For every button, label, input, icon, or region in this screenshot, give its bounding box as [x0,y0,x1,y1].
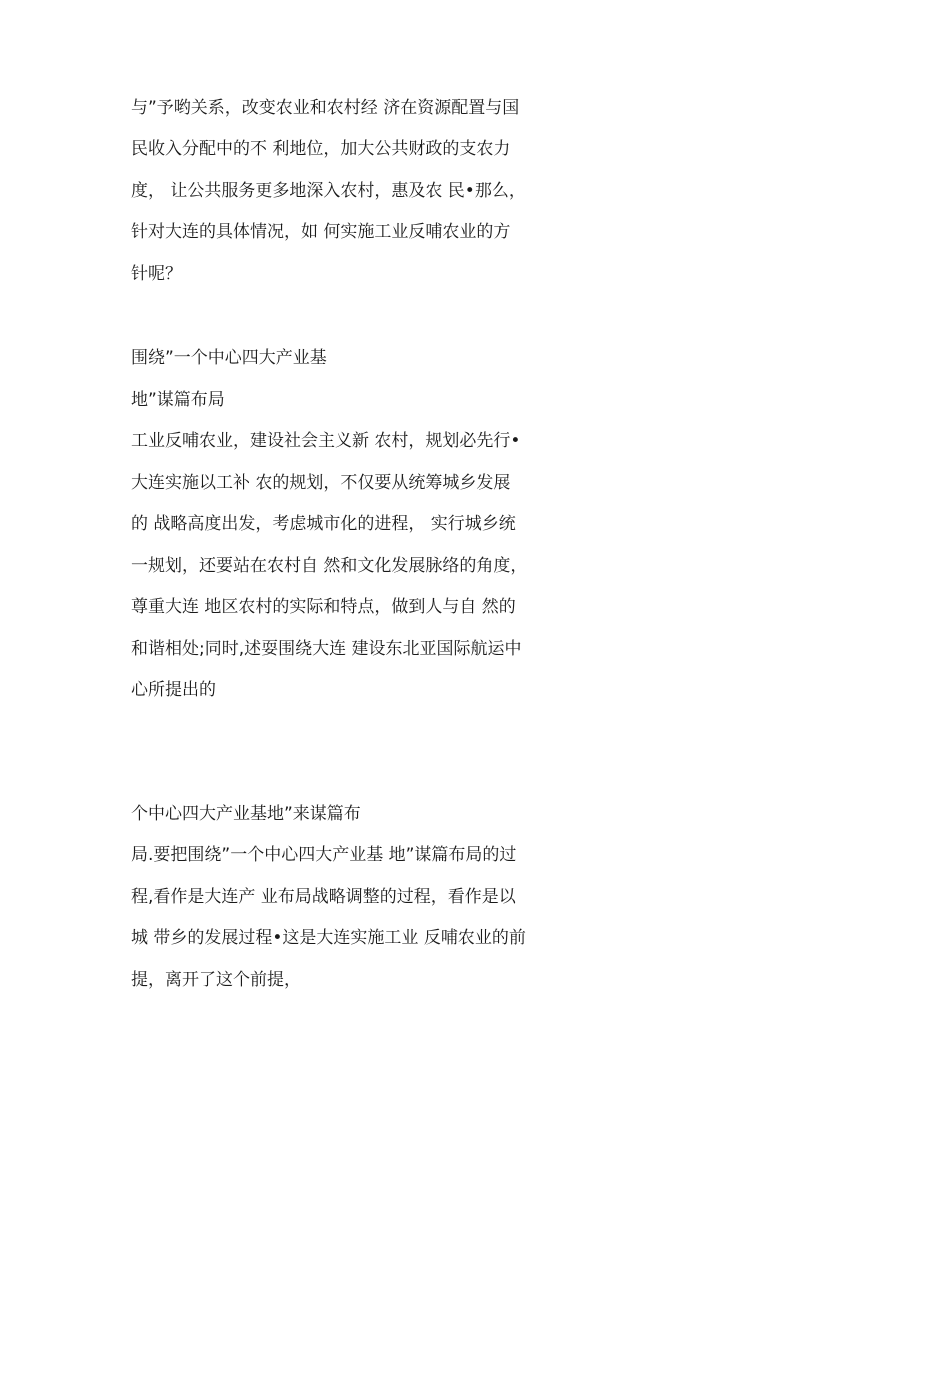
text-line: 程,看作是大连产 业布局战略调整的过程，看作是以 [131,887,516,907]
text-line: 尊重大连 地区农村的实际和特点，做到人与自 然的 [131,597,516,617]
text-line: 局.要把围绕”一个中心四大产业基 地”谋篇布局的过 [131,845,517,865]
section-heading: 地”谋篇布局 [131,390,225,410]
text-line: 民收入分配中的不 利地位，加大公共财政的支农力 [131,139,511,159]
text-line: 与”予哟关系，改变农业和农村经 济在资源配置与国 [131,98,520,118]
text-line: 提，离开了这个前提， [131,970,301,990]
text-line: 的 战略高度出发，考虑城市化的进程， 实行城乡统 [131,514,516,534]
text-line: 大连实施以工补 农的规划，不仅要从统筹城乡发展 [131,473,511,493]
text-line: 针呢？ [131,264,182,284]
section-heading: 围绕”一个中心四大产业基 [131,348,327,368]
text-line: 针对大连的具体情况，如 何实施工业反哺农业的方 [131,222,511,242]
text-line: 和谐相处;同时,述耍围绕大连 建设东北亚国际航运中 [131,639,522,659]
text-line: 度， 让公共服务更多地深入农村，惠及农 民•那么， [131,181,526,201]
section-heading: 个中心四大产业基地”来谋篇布 [131,804,361,824]
text-line: 城 带乡的发展过程•这是大连实施工业 反哺农业的前 [131,928,526,948]
text-line: 心所提出的 [131,680,216,700]
text-line: 工业反哺农业，建设社会主义新 农村，规划必先行• [131,431,521,451]
text-line: 一规划，还要站在农村自 然和文化发展脉络的角度， [131,556,528,576]
